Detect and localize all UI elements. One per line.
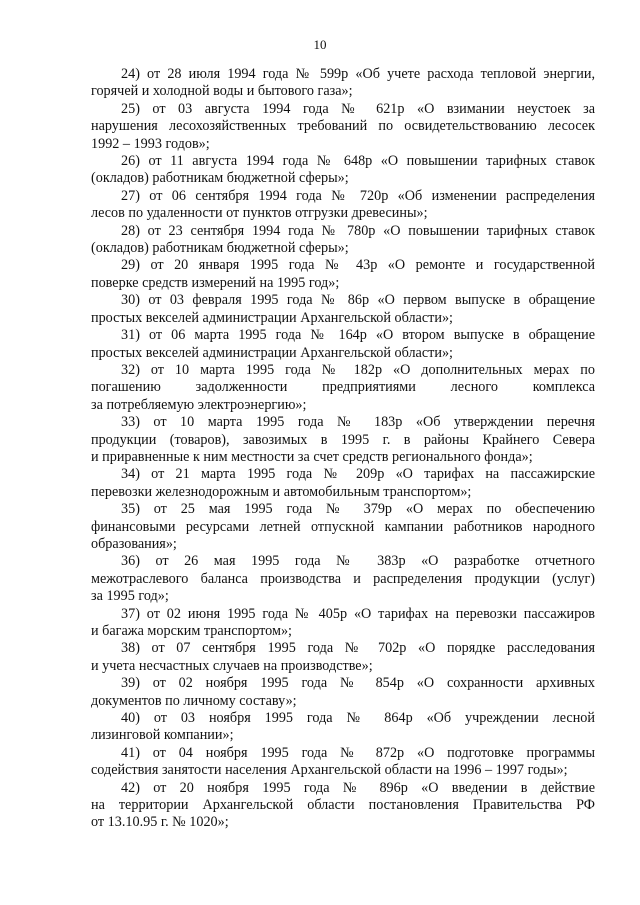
- list-item-first-line: 40) от 03 ноября 1995 года № 864р «Об учреждении лесной: [121, 710, 595, 727]
- list-item-first-line: 38) от 07 сентября 1995 года № 702р «О порядке расследования: [121, 640, 595, 657]
- list-item-line: простых векселей администрации Архангельской области»;: [91, 309, 453, 326]
- list-item: [91, 153, 595, 188]
- list-item-first-line: 39) от 02 ноября 1995 года № 854р «О сохранности архивных: [121, 675, 595, 692]
- list-item-line: (окладов) работникам бюджетной сферы»;: [91, 170, 349, 187]
- list-item-continuation: [91, 83, 595, 100]
- list-item: [91, 745, 595, 780]
- list-item-continuation: [91, 658, 595, 675]
- list-item-continuation: [91, 727, 595, 744]
- list-item-continuation: [91, 571, 595, 606]
- list-item-continuation: [91, 345, 595, 362]
- list-item-continuation: [91, 797, 595, 832]
- list-item: [91, 780, 595, 832]
- list-item-first-line: 35) от 25 мая 1995 года № 379р «О мерах по обеспечению: [121, 501, 595, 518]
- list-item-line: за потребляемую электроэнергию»;: [91, 396, 307, 413]
- list-item-first-line: 28) от 23 сентября 1994 года № 780р «О повышении тарифных ставок: [121, 222, 595, 239]
- list-item-continuation: [91, 693, 595, 710]
- list-item-line: межотраслевого баланса производства и распределения продукции (услуг): [91, 570, 595, 587]
- list-item-line: на территории Архангельской области постановления Правительства РФ: [91, 797, 595, 814]
- list-item-continuation: [91, 170, 595, 187]
- list-item-line: за 1995 год»;: [91, 588, 169, 605]
- list-item: [91, 188, 595, 223]
- list-item-line: лизинговой компании»;: [91, 727, 234, 744]
- list-item-first-line: 30) от 03 февраля 1995 года № 86р «О первом выпуске в обращение: [121, 292, 595, 309]
- list-item-continuation: [91, 240, 595, 257]
- list-item-line: перевозки железнодорожным и автомобильным транспортом»;: [91, 483, 472, 500]
- list-item: [91, 101, 595, 153]
- list-item-line: лесов по удаленности от пунктов отгрузки древесины»;: [91, 205, 428, 222]
- list-item: [91, 710, 595, 745]
- list-item-line: погашению задолженности предприятиями лесного комплекса: [91, 379, 595, 396]
- list-item: [91, 257, 595, 292]
- list-item: [91, 675, 595, 710]
- list-item: [91, 327, 595, 362]
- list-item: [91, 292, 595, 327]
- list-item-line: 1992 – 1993 годов»;: [91, 135, 210, 152]
- list-item: [91, 606, 595, 641]
- list-item-line: простых векселей администрации Архангельской области»;: [91, 344, 453, 361]
- list-item-continuation: [91, 379, 595, 414]
- list-item-first-line: 27) от 06 сентября 1994 года № 720р «Об изменении распределения: [121, 187, 595, 204]
- document-body: [91, 66, 595, 832]
- list-item: [91, 362, 595, 414]
- list-item-first-line: 41) от 04 ноября 1995 года № 872р «О подготовке программы: [121, 744, 595, 761]
- list-item-line: документов по личному составу»;: [91, 692, 297, 709]
- list-item-line: от 13.10.95 г. № 1020»;: [91, 814, 229, 831]
- list-item-first-line: 37) от 02 июня 1995 года № 405р «О тарифах на перевозки пассажиров: [121, 605, 595, 622]
- list-item-continuation: [91, 484, 595, 501]
- list-item-continuation: [91, 623, 595, 640]
- list-item-line: и багажа морским транспортом»;: [91, 623, 292, 639]
- list-item-line: и приравненные к ним местности за счет средств регионального фонда»;: [91, 448, 533, 465]
- list-item-first-line: 24) от 28 июля 1994 года № 599р «Об учете расхода тепловой энергии,: [121, 66, 595, 82]
- list-item-first-line: 32) от 10 марта 1995 года № 182р «О дополнительных мерах по: [121, 361, 595, 378]
- list-item-line: и учета несчастных случаев на производстве»;: [91, 657, 373, 674]
- list-item-continuation: [91, 275, 595, 292]
- list-item-line: финансовыми ресурсами летней отпускной кампании работников народного: [91, 518, 595, 535]
- list-item-continuation: [91, 310, 595, 327]
- list-item-continuation: [91, 118, 595, 153]
- list-item-line: горячей и холодной воды и бытового газа»;: [91, 83, 353, 100]
- list-item-first-line: 31) от 06 марта 1995 года № 164р «О втором выпуске в обращение: [121, 327, 595, 344]
- list-item-line: продукции (товаров), завозимых в 1995 г. в районы Крайнего Севера: [91, 431, 595, 448]
- list-item-line: содействия занятости населения Архангельской области на 1996 – 1997 годы»;: [91, 762, 568, 779]
- list-item-first-line: 25) от 03 августа 1994 года № 621р «О взимании неустоек за: [121, 100, 595, 117]
- list-item-first-line: 26) от 11 августа 1994 года № 648р «О повышении тарифных ставок: [121, 153, 595, 170]
- list-item-first-line: 34) от 21 марта 1995 года № 209р «О тарифах на пассажирские: [121, 466, 595, 483]
- page-number: 10: [313, 37, 327, 52]
- list-item-line: образования»;: [91, 535, 177, 552]
- list-item-line: (окладов) работникам бюджетной сферы»;: [91, 240, 349, 257]
- list-item: [91, 501, 595, 553]
- list-item-first-line: 36) от 26 мая 1995 года № 383р «О разработке отчетного: [121, 553, 595, 570]
- list-item-first-line: 42) от 20 ноября 1995 года № 896р «О введении в действие: [121, 779, 595, 796]
- list-item-line: поверке средств измерений на 1995 год»;: [91, 274, 340, 291]
- list-item-continuation: [91, 519, 595, 554]
- list-item-line: нарушения лесохозяйственных требований по освидетельствованию лесосек: [91, 118, 595, 135]
- list-item-first-line: 29) от 20 января 1995 года № 43р «О ремонте и государственной: [121, 257, 595, 274]
- list-item: [91, 553, 595, 605]
- list-item: [91, 223, 595, 258]
- list-item-continuation: [91, 432, 595, 467]
- list-item-continuation: [91, 205, 595, 222]
- list-item: [91, 414, 595, 466]
- list-item-first-line: 33) от 10 марта 1995 года № 183р «Об утверждении перечня: [121, 414, 595, 431]
- list-item: [91, 66, 595, 101]
- list-item: [91, 466, 595, 501]
- list-item: [91, 640, 595, 675]
- list-item-continuation: [91, 762, 595, 779]
